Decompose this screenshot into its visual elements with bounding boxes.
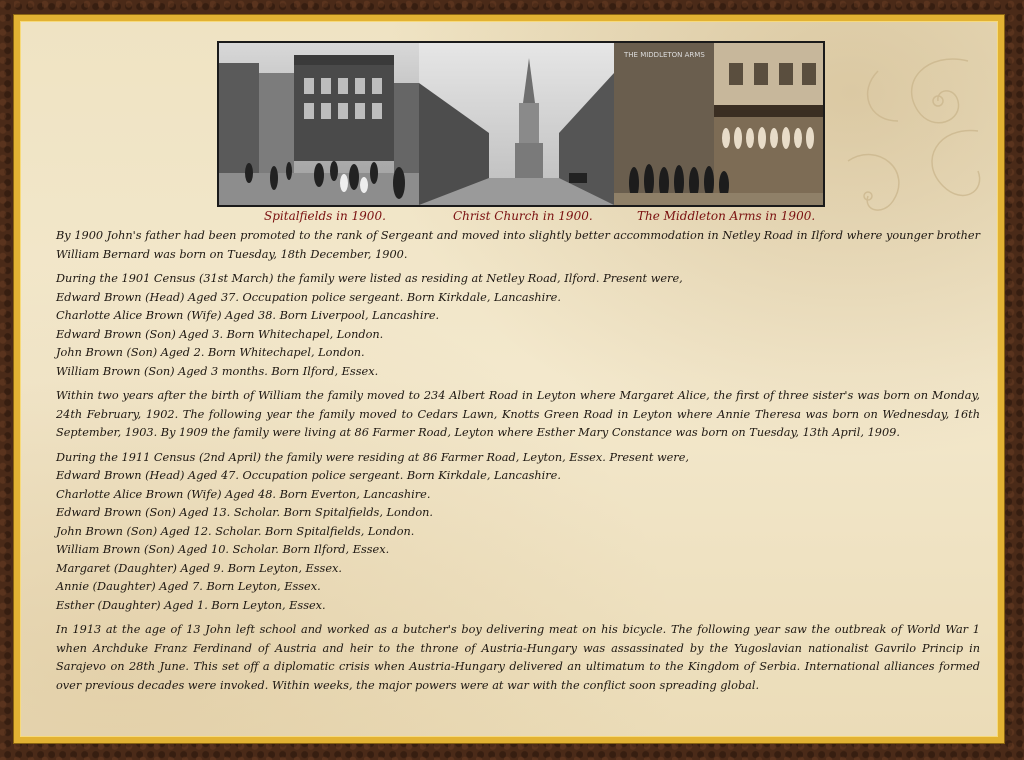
census-1901-entry: William Brown (Son) Aged 3 months. Born Ilford, Essex. xyxy=(56,364,379,378)
census-1911-entry: Esther (Daughter) Aged 1. Born Leyton, Essex. xyxy=(56,598,326,612)
census-1911-intro: During the 1911 Census (2nd April) the family were residing at 86 Farmer Road, Leyton, Essex. Present were, xyxy=(56,450,689,464)
census-1911-entry: Annie (Daughter) Aged 7. Born Leyton, Essex. xyxy=(56,580,321,593)
caption-middleton-arms: The Middleton Arms in 1900. xyxy=(637,209,816,223)
census-1911-entry: Margaret (Daughter) Aged 9. Born Leyton, Essex. xyxy=(56,561,342,575)
shop-sign: THE MIDDLETON ARMS xyxy=(624,51,705,59)
spitalfields-photo xyxy=(219,43,419,205)
census-1901-intro: During the 1901 Census (31st March) the family were listed as residing at Netley Road, Ilford. Present were, xyxy=(56,272,683,285)
paragraph-1913-ww1: In 1913 at the age of 13 John left school and worked as a butcher's boy delivering meat on his bicycle. The following year saw the outbreak of World War 1 when Archduke Franz Ferdinand of Austria and heir to the throne of Austria-Hungary was assassinated by the Yugoslavian nationalist Gavrilo Princip in Sarajevo on 28th June. This set off a diplomatic crisis when Austria-Hungary delivered an ultimatum to the Kingdom of Serbia. International alliances formed over previous decades were invoked. Within weeks, the major powers were at war with the conflict soon spreading global. xyxy=(56,623,980,692)
census-1911-entry: Charlotte Alice Brown (Wife) Aged 48. Born Everton, Lancashire. xyxy=(56,487,431,501)
census-1911-entry: John Brown (Son) Aged 12. Scholar. Born Spitalfields, London. xyxy=(56,524,415,538)
decorative-swirl xyxy=(818,41,988,241)
page-frame xyxy=(14,15,1004,743)
census-1901-entry: John Brown (Son) Aged 2. Born Whitechapel, London. xyxy=(56,346,365,359)
census-1911-entry: Edward Brown (Son) Aged 13. Scholar. Born Spitalfields, London. xyxy=(56,506,434,519)
christ-church-photo xyxy=(419,43,614,205)
census-1911-entry: Edward Brown (Head) Aged 47. Occupation police sergeant. Born Kirkdale, Lancashire. xyxy=(56,469,561,482)
census-1901 xyxy=(56,270,980,381)
caption-spitalfields: Spitalfields in 1900. xyxy=(264,209,386,223)
paragraph-1900: By 1900 John's father had been promoted to the rank of Sergeant and moved into slightly better accommodation in Netley Road in Ilford where younger brother William Bernard was born on Tuesday, 18th December, 1900. xyxy=(56,229,980,261)
census-1901-entry: Edward Brown (Son) Aged 3. Born Whitechapel, London. xyxy=(56,327,384,341)
body-text xyxy=(56,227,980,701)
census-1911-entry: William Brown (Son) Aged 10. Scholar. Born Ilford, Essex. xyxy=(56,543,390,556)
census-1901-entry: Charlotte Alice Brown (Wife) Aged 38. Born Liverpool, Lancashire. xyxy=(56,309,440,322)
middleton-arms-photo xyxy=(614,43,823,205)
photo-captions xyxy=(217,209,821,225)
census-1911 xyxy=(56,449,980,616)
paragraph-leyton: Within two years after the birth of William the family moved to 234 Albert Road in Leyton where Margaret Alice, the first of three sister's was born on Monday, 24th February, 1902. The following year the family moved to Cedars Lawn, Knotts Green Road in Leyton where Annie Theresa was born on Wednesday, 16th September, 1903. By 1909 the family were living at 86 Farmer Road, Leyton where Esther Mary Constance was born on Tuesday, 13th April, 1909. xyxy=(56,389,980,439)
census-1901-entry: Edward Brown (Head) Aged 37. Occupation police sergeant. Born Kirkdale, Lancashire. xyxy=(56,290,561,304)
caption-christ-church: Christ Church in 1900. xyxy=(453,209,593,223)
photo-strip xyxy=(217,41,825,207)
